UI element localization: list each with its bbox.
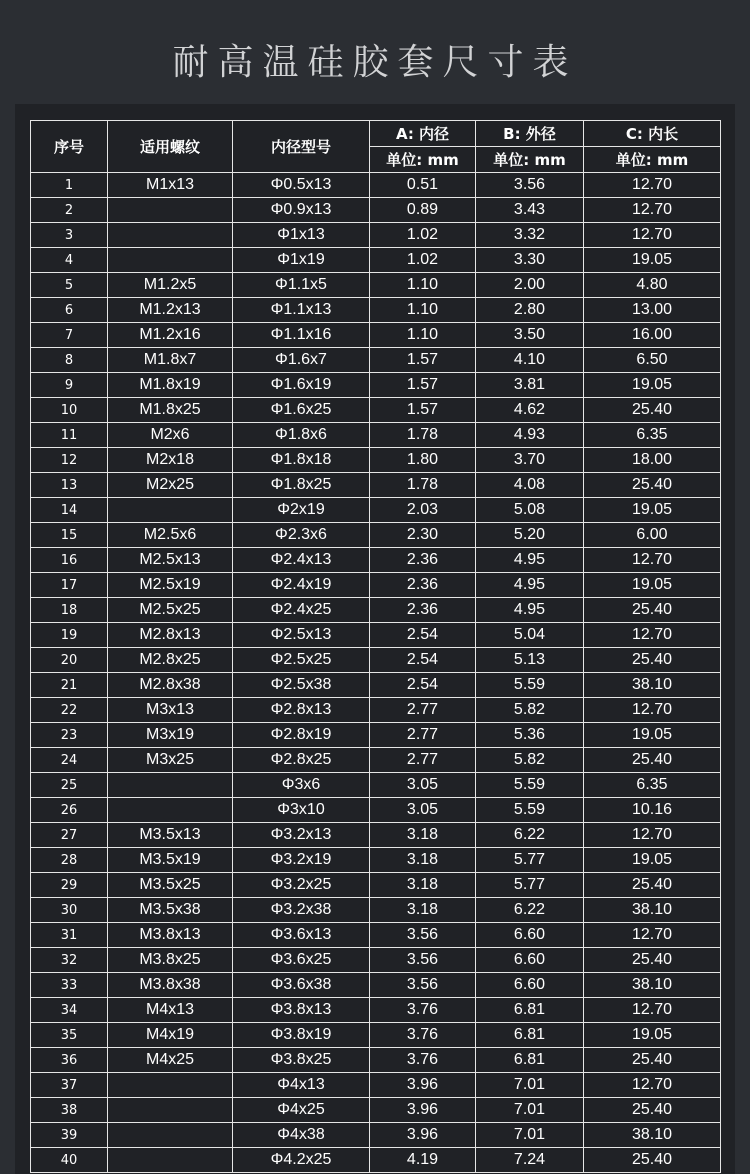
cell-model: Φ1.1x13	[233, 298, 370, 323]
cell-inner-length: 25.40	[584, 873, 721, 898]
header-thread: 适用螺纹	[108, 121, 233, 173]
table-row	[31, 198, 721, 223]
cell-inner-diameter: 2.77	[370, 723, 476, 748]
cell-inner-length: 12.70	[584, 623, 721, 648]
cell-index: 31	[31, 923, 108, 948]
cell-thread: M3x13	[108, 698, 233, 723]
cell-inner-length: 25.40	[584, 948, 721, 973]
cell-inner-length: 16.00	[584, 323, 721, 348]
cell-index: 19	[31, 623, 108, 648]
table-row	[31, 923, 721, 948]
cell-inner-diameter: 0.89	[370, 198, 476, 223]
table-row	[31, 1123, 721, 1148]
cell-index: 30	[31, 898, 108, 923]
cell-inner-diameter: 3.05	[370, 798, 476, 823]
cell-outer-diameter: 4.95	[476, 548, 584, 573]
cell-model: Φ4x13	[233, 1073, 370, 1098]
table-row	[31, 498, 721, 523]
cell-model: Φ2.8x13	[233, 698, 370, 723]
cell-inner-diameter: 1.02	[370, 248, 476, 273]
cell-index: 35	[31, 1023, 108, 1048]
cell-index: 4	[31, 248, 108, 273]
table-row	[31, 948, 721, 973]
table-row	[31, 973, 721, 998]
cell-thread: M1.2x13	[108, 298, 233, 323]
cell-inner-length: 12.70	[584, 823, 721, 848]
cell-inner-diameter: 2.54	[370, 623, 476, 648]
cell-inner-diameter: 2.03	[370, 498, 476, 523]
table-row	[31, 673, 721, 698]
cell-outer-diameter: 7.01	[476, 1073, 584, 1098]
cell-outer-diameter: 5.77	[476, 848, 584, 873]
cell-inner-diameter: 3.18	[370, 823, 476, 848]
cell-inner-diameter: 0.51	[370, 173, 476, 198]
cell-thread: M2x6	[108, 423, 233, 448]
cell-outer-diameter: 4.95	[476, 598, 584, 623]
cell-outer-diameter: 5.36	[476, 723, 584, 748]
cell-model: Φ1.6x19	[233, 373, 370, 398]
cell-outer-diameter: 4.95	[476, 573, 584, 598]
cell-outer-diameter: 4.62	[476, 398, 584, 423]
cell-inner-length: 19.05	[584, 373, 721, 398]
cell-outer-diameter: 7.01	[476, 1123, 584, 1148]
cell-thread: M1x13	[108, 173, 233, 198]
cell-inner-diameter: 3.96	[370, 1123, 476, 1148]
cell-inner-diameter: 3.96	[370, 1098, 476, 1123]
cell-model: Φ1.8x18	[233, 448, 370, 473]
cell-model: Φ1.1x16	[233, 323, 370, 348]
cell-outer-diameter: 6.22	[476, 898, 584, 923]
cell-model: Φ0.9x13	[233, 198, 370, 223]
cell-inner-diameter: 2.77	[370, 748, 476, 773]
cell-model: Φ2.8x19	[233, 723, 370, 748]
cell-index: 9	[31, 373, 108, 398]
cell-inner-length: 38.10	[584, 673, 721, 698]
cell-model: Φ3.6x25	[233, 948, 370, 973]
cell-inner-length: 25.40	[584, 398, 721, 423]
cell-model: Φ1.6x25	[233, 398, 370, 423]
cell-thread: M3.8x38	[108, 973, 233, 998]
cell-inner-length: 12.70	[584, 1073, 721, 1098]
cell-model: Φ1.8x6	[233, 423, 370, 448]
cell-index: 36	[31, 1048, 108, 1073]
cell-inner-length: 12.70	[584, 998, 721, 1023]
table-row	[31, 898, 721, 923]
cell-thread: M1.2x16	[108, 323, 233, 348]
cell-outer-diameter: 3.70	[476, 448, 584, 473]
cell-model: Φ1.1x5	[233, 273, 370, 298]
cell-model: Φ3.6x38	[233, 973, 370, 998]
cell-model: Φ4.2x25	[233, 1148, 370, 1173]
cell-outer-diameter: 4.93	[476, 423, 584, 448]
cell-model: Φ2.4x25	[233, 598, 370, 623]
cell-outer-diameter: 6.81	[476, 1048, 584, 1073]
cell-index: 20	[31, 648, 108, 673]
cell-model: Φ2.4x13	[233, 548, 370, 573]
cell-model: Φ2.4x19	[233, 573, 370, 598]
cell-outer-diameter: 3.81	[476, 373, 584, 398]
cell-outer-diameter: 5.08	[476, 498, 584, 523]
cell-outer-diameter: 3.56	[476, 173, 584, 198]
cell-index: 24	[31, 748, 108, 773]
cell-thread	[108, 773, 233, 798]
cell-index: 6	[31, 298, 108, 323]
cell-index: 34	[31, 998, 108, 1023]
header-index: 序号	[31, 121, 108, 173]
table-body	[31, 173, 721, 1173]
cell-index: 17	[31, 573, 108, 598]
cell-outer-diameter: 3.43	[476, 198, 584, 223]
cell-outer-diameter: 7.01	[476, 1098, 584, 1123]
table-row	[31, 273, 721, 298]
cell-index: 14	[31, 498, 108, 523]
cell-inner-diameter: 2.54	[370, 648, 476, 673]
cell-thread	[108, 198, 233, 223]
cell-inner-length: 38.10	[584, 973, 721, 998]
cell-thread: M1.8x25	[108, 398, 233, 423]
cell-index: 40	[31, 1148, 108, 1173]
cell-model: Φ2.5x13	[233, 623, 370, 648]
cell-outer-diameter: 4.10	[476, 348, 584, 373]
cell-outer-diameter: 2.00	[476, 273, 584, 298]
cell-inner-length: 12.70	[584, 223, 721, 248]
table-row	[31, 548, 721, 573]
cell-index: 15	[31, 523, 108, 548]
cell-outer-diameter: 3.30	[476, 248, 584, 273]
cell-thread	[108, 1073, 233, 1098]
cell-inner-diameter: 1.10	[370, 323, 476, 348]
cell-index: 11	[31, 423, 108, 448]
cell-index: 16	[31, 548, 108, 573]
cell-index: 8	[31, 348, 108, 373]
cell-thread: M2.8x13	[108, 623, 233, 648]
cell-inner-diameter: 2.30	[370, 523, 476, 548]
cell-inner-length: 19.05	[584, 723, 721, 748]
cell-inner-length: 25.40	[584, 1048, 721, 1073]
cell-inner-length: 19.05	[584, 848, 721, 873]
cell-inner-diameter: 3.76	[370, 998, 476, 1023]
cell-model: Φ3.2x25	[233, 873, 370, 898]
cell-inner-length: 19.05	[584, 1023, 721, 1048]
cell-inner-diameter: 1.57	[370, 398, 476, 423]
cell-outer-diameter: 5.77	[476, 873, 584, 898]
cell-inner-diameter: 3.96	[370, 1073, 476, 1098]
cell-thread: M2.5x25	[108, 598, 233, 623]
cell-model: Φ3.2x19	[233, 848, 370, 873]
table-header	[31, 121, 721, 173]
cell-outer-diameter: 6.60	[476, 948, 584, 973]
cell-inner-length: 12.70	[584, 198, 721, 223]
table-row	[31, 998, 721, 1023]
table-row	[31, 1048, 721, 1073]
table-row	[31, 398, 721, 423]
cell-outer-diameter: 5.82	[476, 698, 584, 723]
cell-model: Φ0.5x13	[233, 173, 370, 198]
cell-thread: M4x13	[108, 998, 233, 1023]
cell-model: Φ1.8x25	[233, 473, 370, 498]
cell-thread: M2.8x38	[108, 673, 233, 698]
table-row	[31, 1073, 721, 1098]
cell-inner-length: 19.05	[584, 498, 721, 523]
cell-outer-diameter: 6.60	[476, 923, 584, 948]
cell-thread: M3.8x13	[108, 923, 233, 948]
cell-index: 39	[31, 1123, 108, 1148]
cell-model: Φ2.8x25	[233, 748, 370, 773]
cell-inner-length: 18.00	[584, 448, 721, 473]
cell-index: 5	[31, 273, 108, 298]
cell-outer-diameter: 2.80	[476, 298, 584, 323]
cell-inner-length: 13.00	[584, 298, 721, 323]
cell-inner-length: 25.40	[584, 473, 721, 498]
cell-inner-diameter: 1.80	[370, 448, 476, 473]
cell-inner-diameter: 1.10	[370, 273, 476, 298]
cell-inner-diameter: 3.56	[370, 923, 476, 948]
cell-thread: M3x19	[108, 723, 233, 748]
cell-thread	[108, 223, 233, 248]
cell-inner-length: 12.70	[584, 698, 721, 723]
cell-inner-length: 4.80	[584, 273, 721, 298]
cell-model: Φ2.5x25	[233, 648, 370, 673]
table-row	[31, 1098, 721, 1123]
cell-inner-length: 6.35	[584, 423, 721, 448]
cell-thread	[108, 1098, 233, 1123]
cell-index: 27	[31, 823, 108, 848]
page-title: 耐高温硅胶套尺寸表	[172, 42, 578, 83]
cell-index: 25	[31, 773, 108, 798]
cell-thread: M2x25	[108, 473, 233, 498]
table-row	[31, 848, 721, 873]
cell-inner-length: 25.40	[584, 1148, 721, 1173]
cell-inner-diameter: 1.10	[370, 298, 476, 323]
cell-model: Φ2.5x38	[233, 673, 370, 698]
cell-outer-diameter: 5.82	[476, 748, 584, 773]
cell-model: Φ1x19	[233, 248, 370, 273]
cell-thread: M4x25	[108, 1048, 233, 1073]
cell-inner-length: 6.35	[584, 773, 721, 798]
table-row	[31, 323, 721, 348]
cell-index: 7	[31, 323, 108, 348]
cell-inner-diameter: 1.57	[370, 373, 476, 398]
cell-thread: M3.8x25	[108, 948, 233, 973]
cell-thread: M2x18	[108, 448, 233, 473]
table-row	[31, 598, 721, 623]
cell-model: Φ1.6x7	[233, 348, 370, 373]
cell-model: Φ3.8x19	[233, 1023, 370, 1048]
cell-inner-length: 19.05	[584, 248, 721, 273]
cell-index: 29	[31, 873, 108, 898]
cell-outer-diameter: 6.22	[476, 823, 584, 848]
cell-outer-diameter: 5.20	[476, 523, 584, 548]
header-unit-a: 单位: mm	[370, 147, 476, 173]
table-row	[31, 698, 721, 723]
cell-model: Φ4x38	[233, 1123, 370, 1148]
cell-inner-diameter: 3.56	[370, 973, 476, 998]
cell-inner-diameter: 1.78	[370, 473, 476, 498]
cell-index: 18	[31, 598, 108, 623]
cell-inner-length: 25.40	[584, 748, 721, 773]
cell-index: 2	[31, 198, 108, 223]
cell-inner-diameter: 3.18	[370, 898, 476, 923]
header-unit-c: 单位: mm	[584, 147, 721, 173]
table-row	[31, 823, 721, 848]
table-row	[31, 648, 721, 673]
cell-thread: M2.5x19	[108, 573, 233, 598]
cell-inner-diameter: 2.36	[370, 548, 476, 573]
cell-thread: M3.5x25	[108, 873, 233, 898]
table-row	[31, 1148, 721, 1173]
cell-index: 10	[31, 398, 108, 423]
cell-outer-diameter: 6.60	[476, 973, 584, 998]
header-model: 内径型号	[233, 121, 370, 173]
cell-index: 26	[31, 798, 108, 823]
cell-model: Φ3.8x13	[233, 998, 370, 1023]
cell-inner-diameter: 3.05	[370, 773, 476, 798]
table-row	[31, 173, 721, 198]
table-row	[31, 573, 721, 598]
cell-inner-diameter: 1.78	[370, 423, 476, 448]
cell-model: Φ4x25	[233, 1098, 370, 1123]
table-row	[31, 798, 721, 823]
cell-outer-diameter: 5.59	[476, 773, 584, 798]
table-row	[31, 748, 721, 773]
cell-inner-length: 12.70	[584, 923, 721, 948]
cell-outer-diameter: 5.59	[476, 673, 584, 698]
cell-index: 28	[31, 848, 108, 873]
cell-inner-diameter: 3.56	[370, 948, 476, 973]
cell-thread: M1.8x19	[108, 373, 233, 398]
cell-thread: M2.5x13	[108, 548, 233, 573]
table-row	[31, 523, 721, 548]
table-row	[31, 1023, 721, 1048]
table-row	[31, 723, 721, 748]
cell-outer-diameter: 6.81	[476, 998, 584, 1023]
cell-model: Φ2x19	[233, 498, 370, 523]
cell-inner-diameter: 3.18	[370, 848, 476, 873]
cell-inner-diameter: 3.76	[370, 1023, 476, 1048]
cell-thread	[108, 1123, 233, 1148]
cell-inner-diameter: 1.57	[370, 348, 476, 373]
header-unit-b: 单位: mm	[476, 147, 584, 173]
table-row	[31, 623, 721, 648]
cell-index: 22	[31, 698, 108, 723]
table-row	[31, 248, 721, 273]
cell-model: Φ1x13	[233, 223, 370, 248]
cell-thread	[108, 798, 233, 823]
cell-inner-length: 25.40	[584, 648, 721, 673]
cell-inner-length: 6.00	[584, 523, 721, 548]
cell-inner-length: 10.16	[584, 798, 721, 823]
cell-index: 33	[31, 973, 108, 998]
table-row	[31, 773, 721, 798]
table-row	[31, 423, 721, 448]
table-row	[31, 223, 721, 248]
cell-thread: M3.5x38	[108, 898, 233, 923]
cell-index: 21	[31, 673, 108, 698]
header-inner-length: C: 内长	[584, 121, 721, 147]
cell-model: Φ3.6x13	[233, 923, 370, 948]
size-table	[30, 120, 721, 1173]
cell-inner-diameter: 2.54	[370, 673, 476, 698]
cell-thread: M3x25	[108, 748, 233, 773]
cell-index: 23	[31, 723, 108, 748]
cell-inner-length: 25.40	[584, 598, 721, 623]
cell-inner-length: 19.05	[584, 573, 721, 598]
cell-thread: M2.5x6	[108, 523, 233, 548]
cell-inner-diameter: 2.36	[370, 573, 476, 598]
cell-thread	[108, 498, 233, 523]
cell-index: 3	[31, 223, 108, 248]
cell-thread: M1.8x7	[108, 348, 233, 373]
cell-thread: M3.5x19	[108, 848, 233, 873]
cell-inner-diameter: 2.36	[370, 598, 476, 623]
cell-index: 12	[31, 448, 108, 473]
cell-inner-diameter: 1.02	[370, 223, 476, 248]
cell-inner-diameter: 3.76	[370, 1048, 476, 1073]
cell-model: Φ3x10	[233, 798, 370, 823]
cell-inner-length: 12.70	[584, 173, 721, 198]
cell-outer-diameter: 5.59	[476, 798, 584, 823]
cell-thread	[108, 248, 233, 273]
cell-outer-diameter: 7.24	[476, 1148, 584, 1173]
cell-outer-diameter: 5.04	[476, 623, 584, 648]
cell-thread: M3.5x13	[108, 823, 233, 848]
cell-model: Φ2.3x6	[233, 523, 370, 548]
cell-model: Φ3.2x13	[233, 823, 370, 848]
cell-outer-diameter: 3.32	[476, 223, 584, 248]
cell-outer-diameter: 5.13	[476, 648, 584, 673]
table-row	[31, 348, 721, 373]
cell-inner-diameter: 3.18	[370, 873, 476, 898]
cell-inner-diameter: 2.77	[370, 698, 476, 723]
table-row	[31, 298, 721, 323]
cell-index: 32	[31, 948, 108, 973]
cell-inner-diameter: 4.19	[370, 1148, 476, 1173]
cell-thread: M4x19	[108, 1023, 233, 1048]
cell-model: Φ3.8x25	[233, 1048, 370, 1073]
cell-index: 1	[31, 173, 108, 198]
cell-outer-diameter: 4.08	[476, 473, 584, 498]
cell-inner-length: 25.40	[584, 1098, 721, 1123]
cell-inner-length: 6.50	[584, 348, 721, 373]
cell-index: 13	[31, 473, 108, 498]
cell-inner-length: 38.10	[584, 1123, 721, 1148]
cell-index: 37	[31, 1073, 108, 1098]
table-row	[31, 448, 721, 473]
cell-outer-diameter: 3.50	[476, 323, 584, 348]
cell-outer-diameter: 6.81	[476, 1023, 584, 1048]
cell-index: 38	[31, 1098, 108, 1123]
cell-thread: M2.8x25	[108, 648, 233, 673]
cell-model: Φ3x6	[233, 773, 370, 798]
header-inner-diameter: A: 内径	[370, 121, 476, 147]
cell-inner-length: 12.70	[584, 548, 721, 573]
cell-inner-length: 38.10	[584, 898, 721, 923]
header-outer-diameter: B: 外径	[476, 121, 584, 147]
cell-model: Φ3.2x38	[233, 898, 370, 923]
cell-thread	[108, 1148, 233, 1173]
cell-thread: M1.2x5	[108, 273, 233, 298]
table-row	[31, 373, 721, 398]
table-row	[31, 473, 721, 498]
table-row	[31, 873, 721, 898]
